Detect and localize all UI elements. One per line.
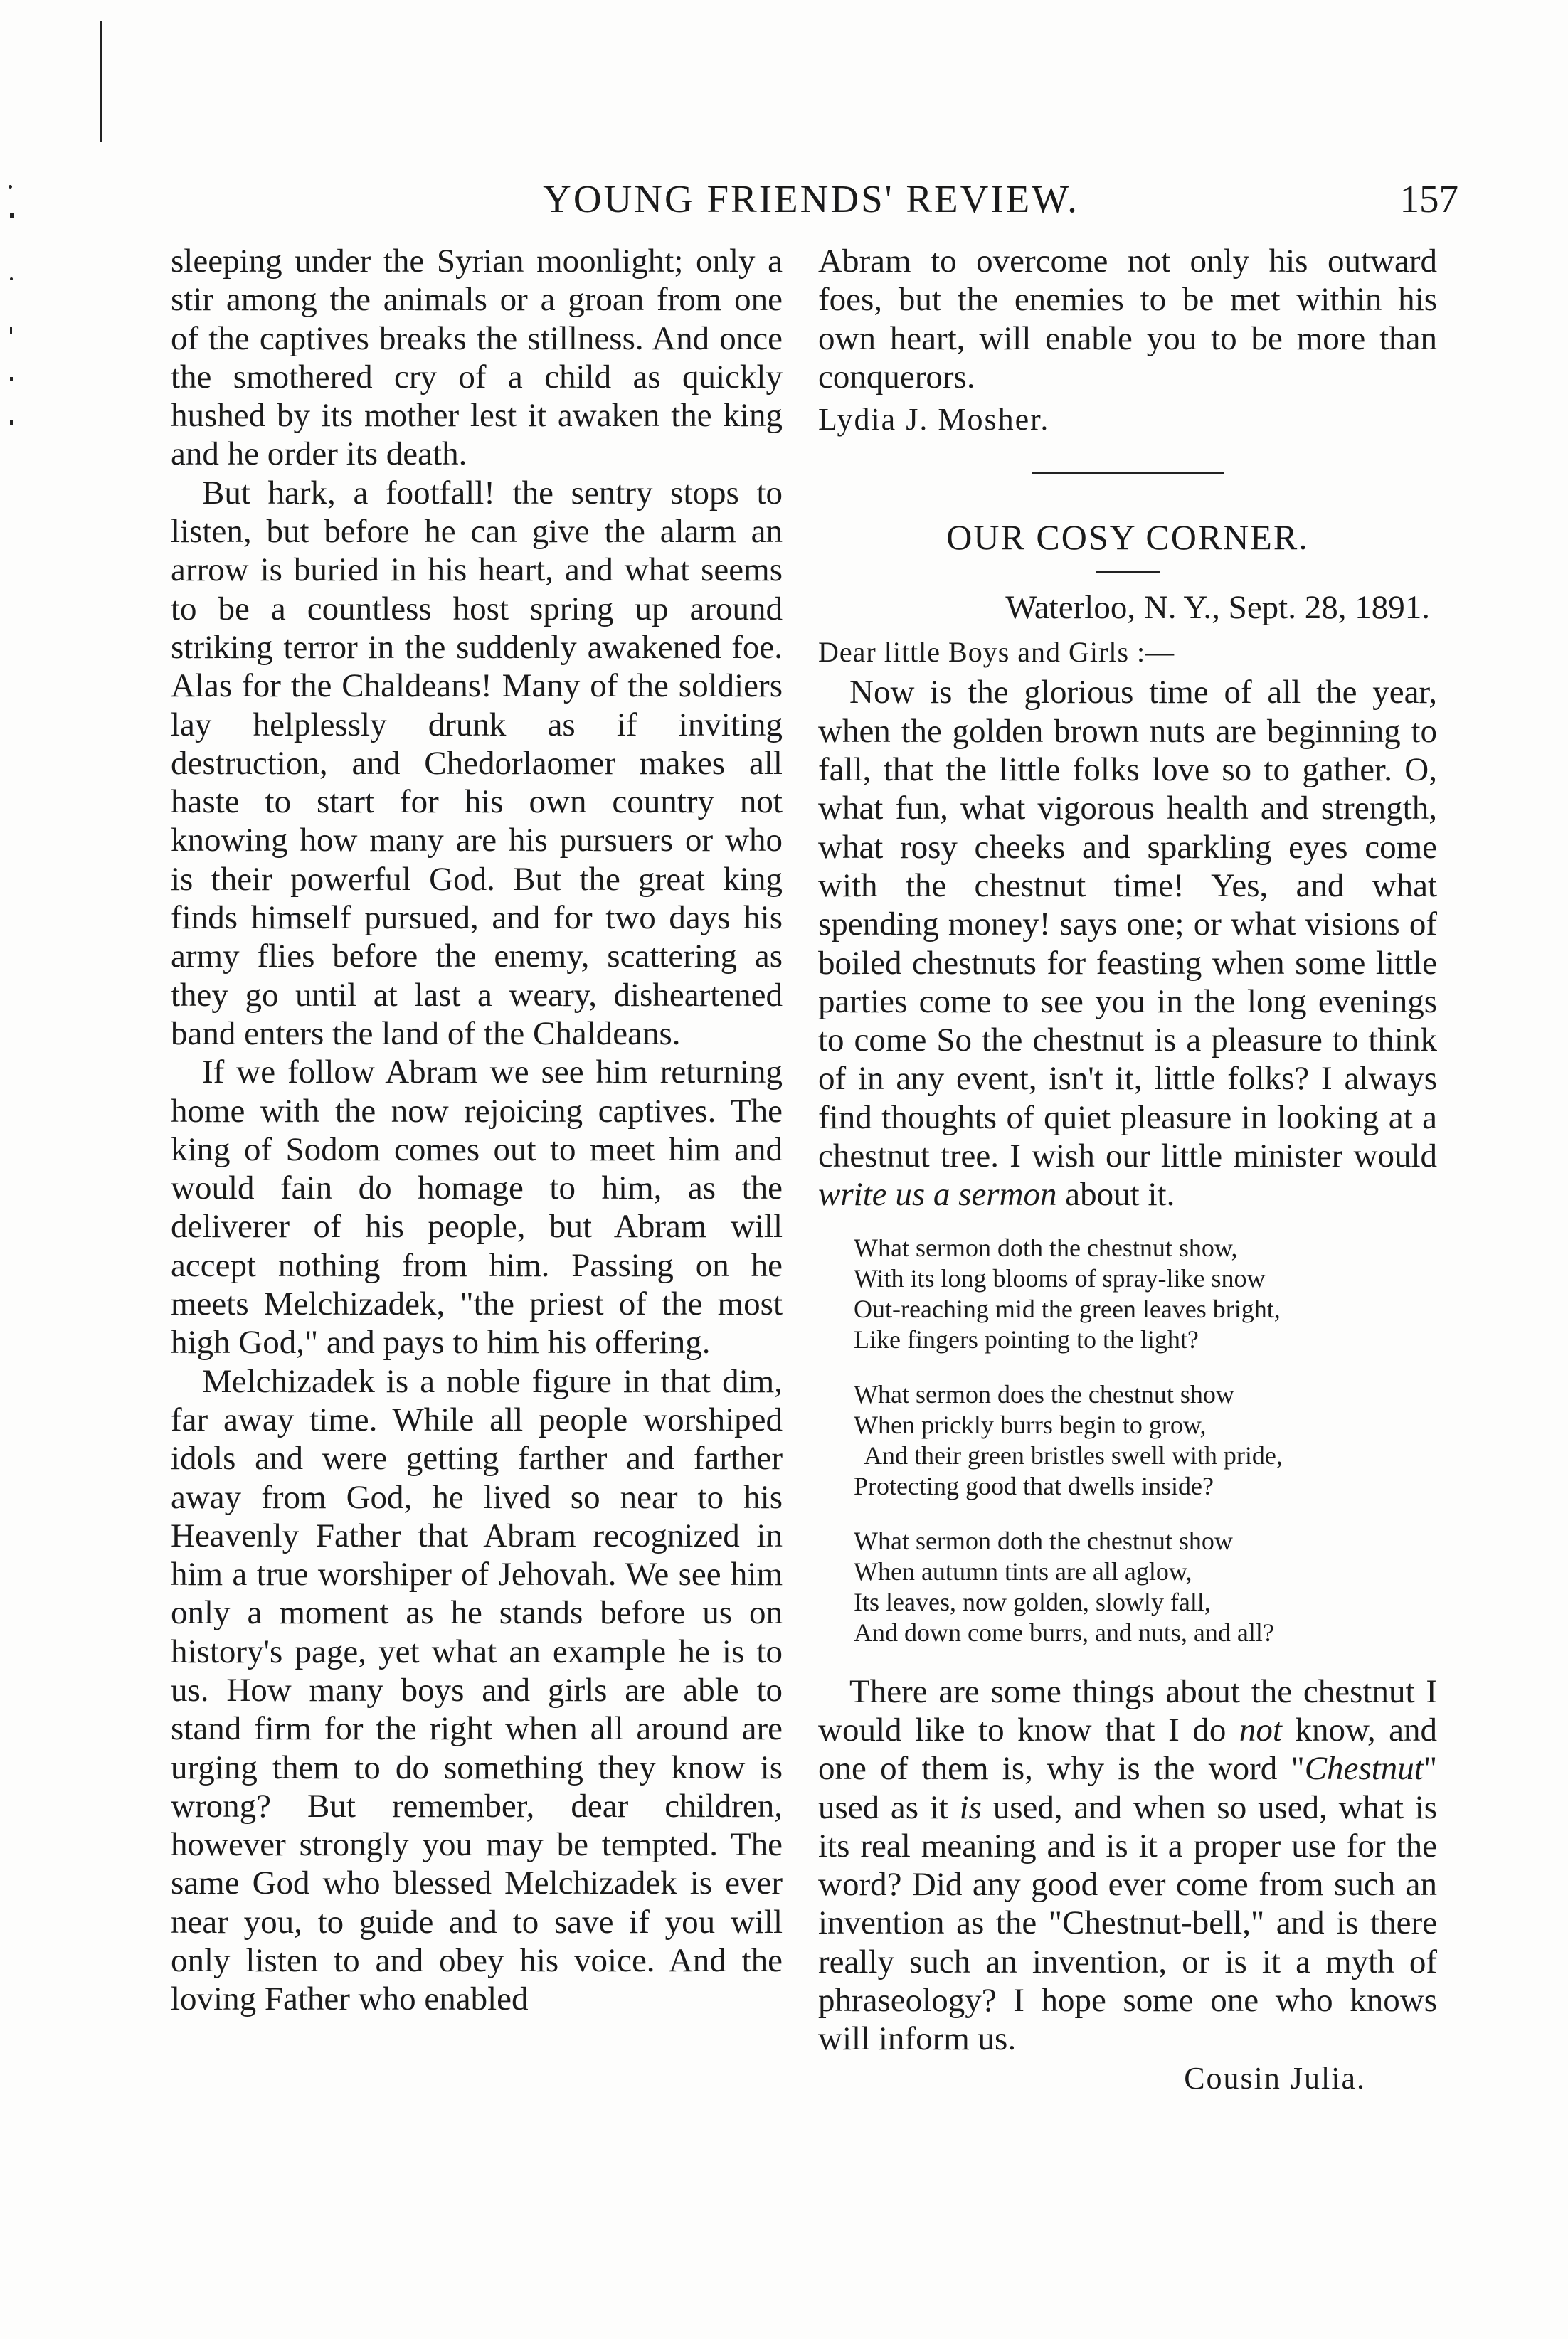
italic-word: not (1239, 1711, 1282, 1749)
poem-stanza (854, 1526, 1437, 1648)
running-head (164, 176, 1458, 233)
paragraph: Abram to overcome not only his outward foes, but the enemies to be met within his own heart, will enable you to be more than conquerors. (818, 243, 1437, 396)
page-number: 157 (1399, 177, 1458, 221)
poem-line: And their green bristles swell with pride, (864, 1441, 1283, 1470)
text-run: used, and when so used, what is its real meaning and is it a proper use for the word? Did any good ever come from such an invention as the "Chestnut-bell," and is there really such an invention, or is it a myth of phraseology? I hope some one who knows will inform us. (818, 1788, 1438, 2058)
margin-rule (100, 21, 102, 142)
section-divider (1032, 472, 1224, 474)
poem-line: When prickly burrs begin to grow, (854, 1410, 1207, 1439)
italic-word: is (959, 1788, 982, 1826)
title-rule (1096, 571, 1160, 573)
paragraph: But hark, a footfall! the sentry stops to listen, but before he can give the alarm an arrow is buried in his heart, and what seems to be a countless host spring up around striking terror in the suddenly awakened foe. Alas for the Chaldeans! Many of the soldiers lay helplessly drunk as if inviting destruction, and Chedorlaomer makes all haste to start for his own country not knowing how many are his pursuers or who is their powerful God. But the great king finds himself pursued, and for two days his army flies before the enemy, scattering as they go until at last a weary, disheartened band enters the land of the Chaldeans. (171, 474, 783, 1052)
poem-line: What sermon does the chestnut show (854, 1379, 1234, 1409)
poem-stanza (854, 1379, 1437, 1502)
poem-line: Protecting good that dwells inside? (854, 1471, 1214, 1500)
author-signature: Cousin Julia. (1184, 2060, 1366, 2096)
margin-speck (10, 277, 13, 280)
running-title: YOUNG FRIENDS' REVIEW. (543, 177, 1079, 221)
author-signature: Lydia J. Mosher. (818, 402, 1050, 437)
salutation: Dear little Boys and Girls :— (818, 636, 1175, 669)
poem-line: Its leaves, now golden, slowly fall, (854, 1587, 1211, 1616)
text-run: know, and one of them is, why is the word " (818, 1711, 1437, 1788)
italic-phrase: write us a sermon (818, 1176, 1057, 1214)
margin-speck (10, 327, 12, 334)
poem-stanza (854, 1233, 1437, 1355)
paragraph (818, 1672, 1437, 2059)
poem-line: What sermon doth the chestnut show, (854, 1233, 1238, 1262)
margin-speck (10, 420, 13, 425)
text-run: Now is the glorious time of all the year, when the golden brown nuts are beginning to fall, that the little folks love so to gather. O, what fun, what vigorous health and strength, what rosy cheeks and sparkling eyes come with the chestnut time! Yes, and what spending money! says one; or what visions of boiled chestnuts for feasting when some little parties come to see you in the long evenings to come So the chestnut is a pleasure to think of in any event, isn't it, little folks? I always find thoughts of quiet pleasure in looking at a chestnut tree. I wish our little minister would (818, 674, 1437, 1175)
margin-speck (9, 185, 12, 189)
text-run: There are some things about the chestnut I would like to know that I do (818, 1672, 1437, 1749)
poem-line: When autumn tints are all aglow, (854, 1556, 1192, 1586)
right-column (818, 242, 1437, 2096)
section-title: OUR COSY CORNER. (946, 517, 1309, 558)
poem-line: Like fingers pointing to the light? (854, 1325, 1199, 1354)
poem-line: With its long blooms of spray-like snow (854, 1263, 1266, 1293)
margin-speck (10, 377, 13, 381)
paragraph: sleeping under the Syrian moonlight; only a stir among the animals or a groan from one of the captives breaks the stillness. And once the smothered cry of a child as quickly hushed by its mother lest it awaken the king and he order its death. (171, 243, 783, 473)
poem (854, 1233, 1437, 1648)
text-run: " used as it (818, 1750, 1437, 1826)
paragraph (818, 673, 1437, 1214)
left-column (171, 242, 783, 2019)
margin-speck (10, 213, 14, 218)
paragraph: Melchizadek is a noble figure in that dim, far away time. While all people worshiped idols and were getting farther and farther away from God, he lived so near to his Heavenly Father that Abram recognized in him a true worshiper of Jehovah. We see him only a moment as he stands before us on history's page, yet what an example he is to us. How many boys and girls are able to stand firm for the right when all around are urging them to do something they know is wrong? But remember, dear children, however strongly you may be tempted. The same God who blessed Melchizadek is ever near you, to guide and to save if you will only listen to and obey his voice. And the loving Father who enabled (171, 1362, 783, 2018)
poem-line: What sermon doth the chestnut show (854, 1526, 1233, 1555)
poem-line: And down come burrs, and nuts, and all? (854, 1618, 1274, 1647)
italic-word: Chestnut (1304, 1750, 1424, 1788)
poem-line: Out-reaching mid the green leaves bright, (854, 1294, 1281, 1323)
dateline: Waterloo, N. Y., Sept. 28, 1891. (1005, 589, 1430, 627)
text-run: about it. (1056, 1176, 1175, 1214)
paragraph: If we follow Abram we see him returning home with the now rejoicing captives. The king of Sodom comes out to meet him and would fain do homage to him, as the deliverer of his people, but Abram will accept nothing from him. Passing on he meets Melchizadek, "the priest of the most high God," and pays to him his offering. (171, 1054, 783, 1362)
